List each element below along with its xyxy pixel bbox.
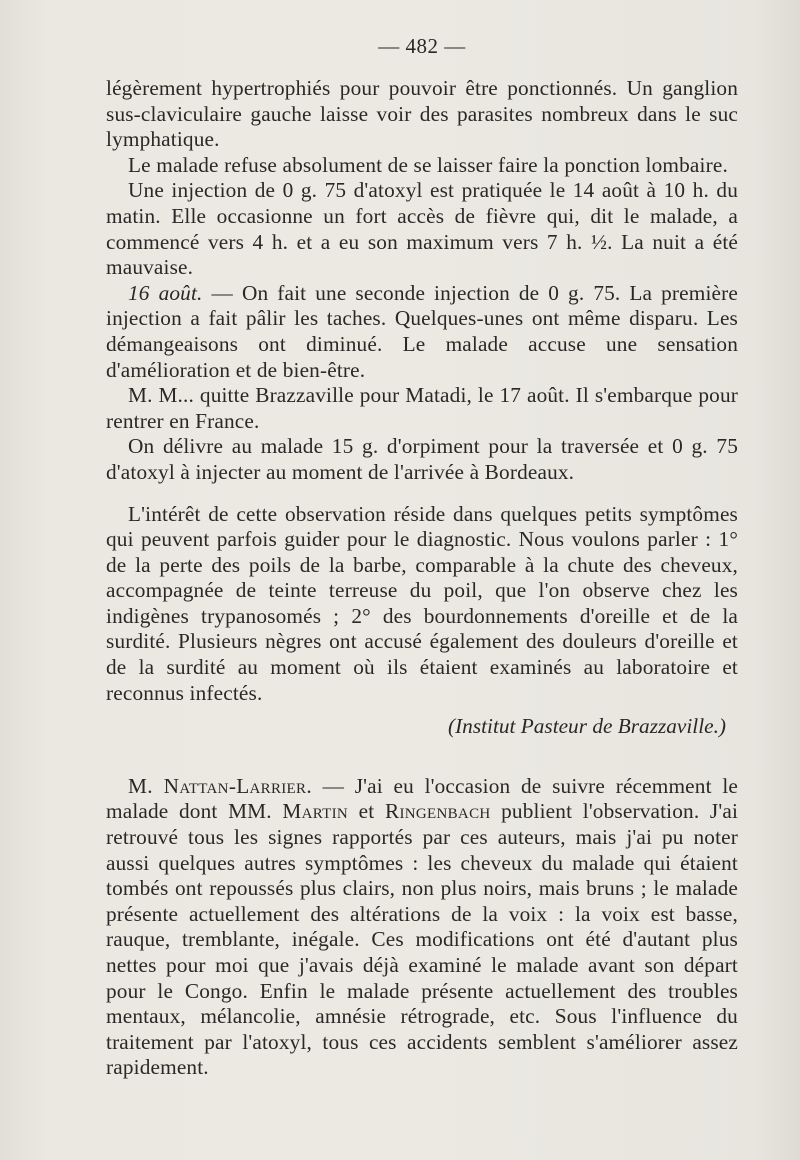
paragraph-8-text-b: et [348, 799, 385, 824]
paragraph-8-text-c: publient l'observation. J'ai retrouvé tous les signes rapportés par ces auteurs, mais j'ai pu noter aussi quelques autres symptômes : les cheveux du malade qui étaient tombés ont repoussés plus clairs, non plus noirs, mais bruns ; le malade présente actuellement des altérations de la voix : la voix est basse, rauque, tremblante, inégale. Ces modifications ont été d'autant plus nettes pour moi que j'avais déjà examiné le malade avant son départ pour le Congo. Enfin le malade présente actuellement des troubles mentaux, mélancolie, amnésie rétrograde, etc. Sous l'influence du traitement par l'atoxyl, tous ces accidents semblent s'améliorer assez rapidement. [106, 799, 739, 1080]
paragraph-4 [106, 281, 738, 383]
author-name-ringenbach: Ringenbach [384, 799, 491, 824]
paragraph-1: légèrement hypertrophiés pour pouvoir être ponctionnés. Un ganglion sus-claviculaire gauche laisse voir des parasites nombreux dans le suc lymphatique. [106, 76, 738, 152]
paragraph-6: On délivre au malade 15 g. d'orpiment pour la traversée et 0 g. 75 d'atoxyl à injecter au moment de l'arrivée à Bordeaux. [106, 434, 738, 484]
paragraph-2: Le malade refuse absolument de se laisser faire la ponction lombaire. [128, 152, 728, 177]
paragraph-4-text: — On fait une seconde injection de 0 g. 75. La première injection a fait pâlir les taches. Quelques-unes ont même disparu. Les démangeaisons ont diminué. Le malade accuse une sensation d'amélioration et de bien-être. [106, 280, 738, 382]
speaker-name: M. Nattan-Larrier. [128, 773, 312, 798]
paragraph-5: M. M... quitte Brazzaville pour Matadi, le 17 août. Il s'embarque pour rentrer en France. [106, 383, 738, 433]
paragraph-7: L'intérêt de cette observation réside dans quelques petits symptômes qui peuvent parfois guider pour le diagnostic. Nous voulons parler : 1° de la perte des poils de la barbe, comparable à la chute des cheveux, accompagnée de teinte terreuse du poil, que l'on observe chez les indigènes trypanosomés ; 2° des bourdonnements d'oreille et de la surdité. Plusieurs nègres ont accusé également des douleurs d'oreille et de la surdité au moment où ils étaient examinés au laboratoire et reconnus infectés. [106, 501, 738, 705]
paragraph-3: Une injection de 0 g. 75 d'atoxyl est pratiquée le 14 août à 10 h. du matin. Elle occasionne un fort accès de fièvre qui, dit le malade, a commencé vers 4 h. et a eu son maximum vers 7 h. ½. La nuit a été mauvaise. [106, 178, 738, 280]
page-number: — 482 — [378, 34, 466, 58]
author-name-martin: Martin [282, 799, 349, 824]
paragraph-8 [106, 774, 738, 1081]
section-gap [106, 486, 738, 502]
signature-institut: (Institut Pasteur de Brazzaville.) [447, 714, 726, 739]
section-gap-2 [106, 740, 738, 774]
date-label: 16 août. [128, 280, 203, 305]
paragraph-8-text-a: — J'ai eu l'occasion de suivre récemment le malade dont MM. [106, 773, 738, 824]
